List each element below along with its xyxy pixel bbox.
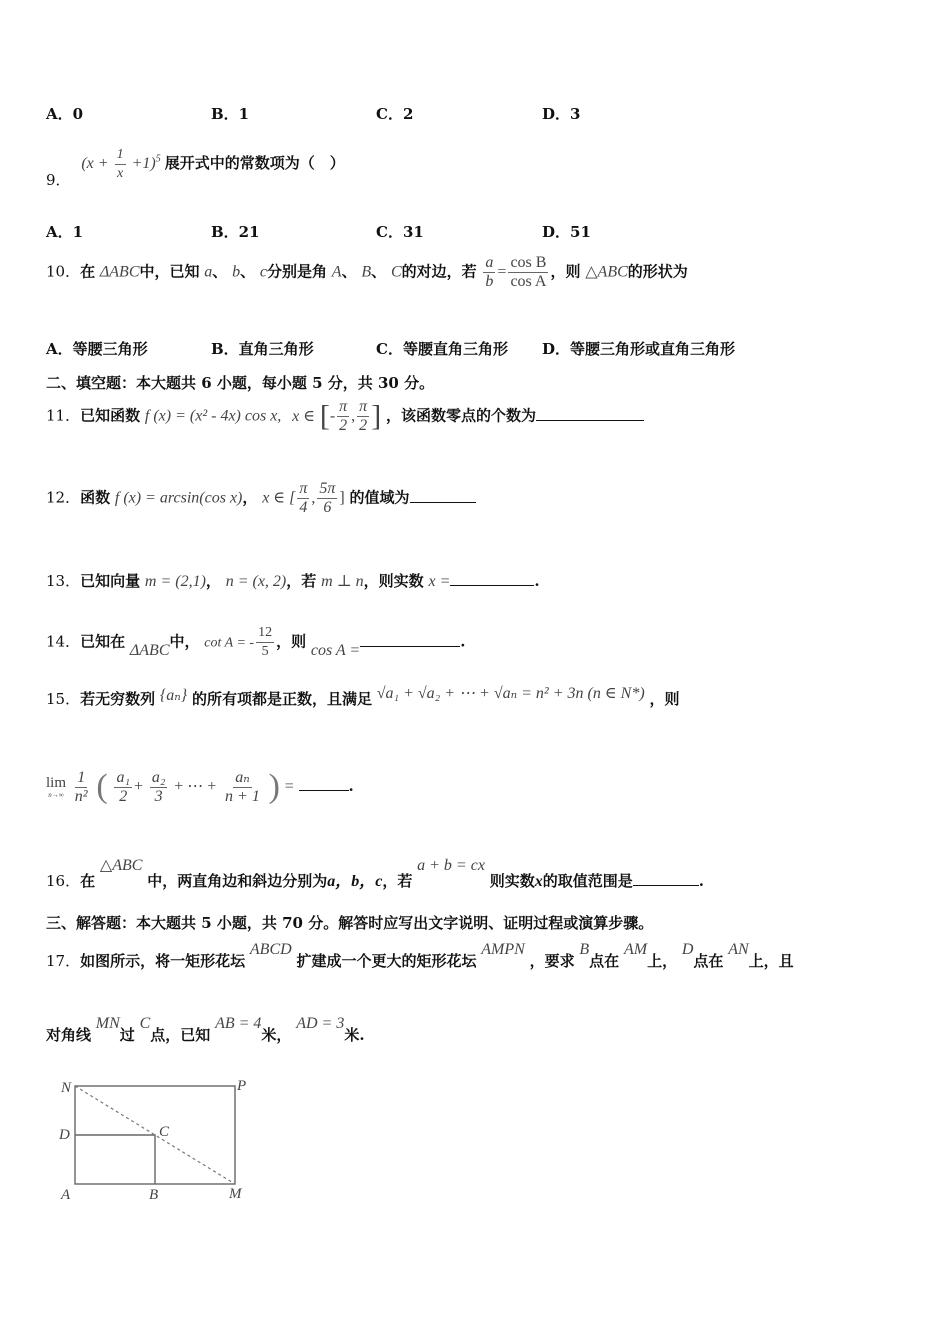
question-10: 10．在 ΔABC中，已知 a、 b、 c分别是角 A、 B、 C的对边，若 $\frac{a}{b}$ = $\frac{\text{cos B}}{\text{cos A}}$ ，则 △ABC的形状为 bbox=[46, 254, 688, 290]
label-n: N bbox=[61, 1080, 72, 1096]
label-d: D bbox=[59, 1127, 70, 1143]
question-16: 16．在 △ABC 中，两直角边和斜边分别为a，b，c，若 a + b = cx 则实数x的取值范围是 . bbox=[46, 857, 704, 890]
label-a: A bbox=[61, 1187, 71, 1203]
question-11: 11．已知函数 f (x) = (x² - 4x) cos x, x ∈ [- $\frac{\pi}{2}$ , $\frac{\pi}{2}$ ] ，该函数零点的个数为 bbox=[46, 398, 644, 435]
q10-frac-cos: $\frac{\text{cos B}}{\text{cos A}}$ bbox=[510, 254, 547, 290]
question-17-line-1: 17．如图所示，将一矩形花坛 ABCD 扩建成一个更大的矩形花坛 AMPN ，要求 B点在 AM上， D点在 AN上，且 bbox=[46, 941, 794, 970]
q9-text: 展开式中的常数项为（ ） bbox=[164, 154, 345, 173]
q10-frac-ab: $\frac{a}{b}$ bbox=[485, 254, 494, 290]
q10-option-c: C．等腰直角三角形 bbox=[376, 340, 508, 358]
section-3-heading: 三、解答题：本大题共 5 小题，共 70 分。解答时应写出文字说明、证明过程或演算步骤。 bbox=[46, 914, 654, 932]
q11-answer-blank[interactable] bbox=[536, 419, 644, 421]
q13-answer-blank[interactable] bbox=[450, 584, 534, 586]
question-15: 15．若无穷数列 {aₙ} 的所有项都是正数，且满足 √a₁ + √a₂ + ⋯ + √aₙ = n² + 3n (n ∈ N*) ，则 bbox=[46, 685, 680, 708]
question-9 bbox=[46, 146, 345, 190]
q9-number: 9． bbox=[46, 171, 71, 190]
section-2-heading: 二、填空题：本大题共 6 小题，每小题 5 分，共 30 分。 bbox=[46, 374, 435, 392]
label-b: B bbox=[149, 1187, 159, 1203]
question-12: 12．函数 f (x) = arcsin(cos x)， x ∈ [ $\frac{\pi}{4}$ , $\frac{5\pi}{6}$ ] 的值域为 bbox=[46, 480, 476, 517]
q10-option-d: D．等腰三角形或直角三角形 bbox=[542, 340, 736, 358]
q8-option-b: B．1 bbox=[211, 105, 250, 123]
question-13: 13．已知向量 m = (2,1)， n = (x, 2)，若 m ⊥ n，则实数 x = . bbox=[46, 572, 540, 590]
q10-option-a: A．等腰三角形 bbox=[46, 340, 148, 358]
q8-option-a: A．0 bbox=[46, 105, 84, 123]
q9-option-b: B．21 bbox=[211, 223, 260, 241]
q9-expr: (x + $\frac{1}{x}$ +1)$^5$ bbox=[81, 147, 161, 181]
label-m: M bbox=[229, 1186, 242, 1202]
q9-option-c: C．31 bbox=[376, 223, 424, 241]
q8-option-c: C．2 bbox=[376, 105, 414, 123]
q12-answer-blank[interactable] bbox=[410, 501, 476, 503]
q8-option-d: D．3 bbox=[542, 105, 581, 123]
rectangle-abcd bbox=[75, 1135, 155, 1184]
q17-figure bbox=[55, 1072, 255, 1208]
q9-option-a: A．1 bbox=[46, 223, 84, 241]
q10-option-b: B．直角三角形 bbox=[211, 340, 314, 358]
q16-answer-blank[interactable] bbox=[633, 884, 699, 886]
label-p: P bbox=[237, 1078, 247, 1094]
label-c: C bbox=[159, 1124, 170, 1140]
q9-option-d: D．51 bbox=[542, 223, 591, 241]
question-14: 14．已知在 ΔABC中， cot A = - $\frac{12}{5}$ ，则 cos A = . bbox=[46, 625, 466, 659]
question-17-line-2: 对角线 MN过 C点，已知 AB = 4米， AD = 3米. bbox=[46, 1015, 365, 1044]
q14-answer-blank[interactable] bbox=[360, 645, 460, 647]
q15-answer-blank[interactable] bbox=[299, 789, 349, 791]
question-15-limit: lim n→∞ $\frac{1}{\text{n²}}$ ( $\frac{\text{a₁}}{2}$ + $\frac{\text{a₂}}{3}$ + ⋯ + $\frac{\text{aₙ}}{n + 1}$ ) = . bbox=[46, 768, 354, 805]
